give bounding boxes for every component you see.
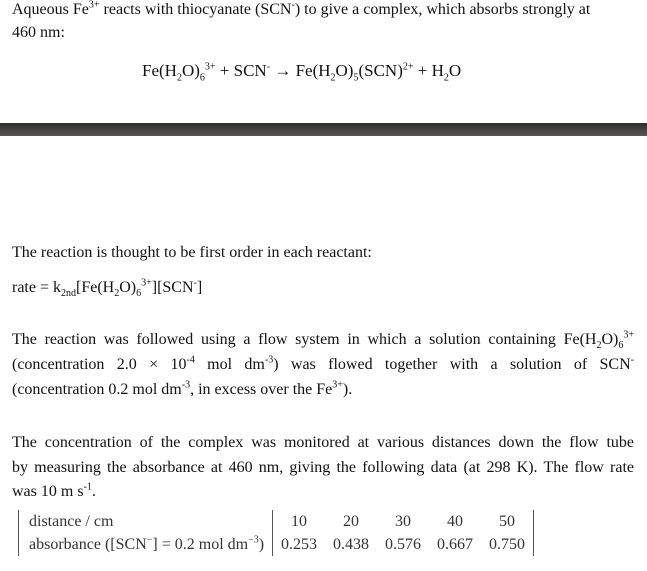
intro-line-1: Aqueous $Fe^{3+}$ reacts with thiocyanate (SCN-) to give a complex, which absorbs strongly at — [12, 0, 591, 18]
monitor-line-2: by measuring the absorbance at 460 nm, giving the following data (at 298 K). The flow rate — [12, 459, 634, 476]
absorbance-cell: 0.438 — [333, 536, 370, 553]
absorbance-cell: 0.576 — [385, 536, 422, 553]
distance-cell: 20 — [343, 513, 360, 530]
intro-line-2: 460 nm: — [12, 24, 65, 41]
rate-law: rate = $k_{2nd}[Fe(H_2O)_6^{3+}][SCN^-]$ — [12, 277, 203, 300]
flow-line-3: (concentration 0.2 mol $dm^{-3}$, in excess over the $Fe^{3+}$). — [12, 379, 353, 398]
absorbance-cell: 0.253 — [281, 536, 318, 553]
absorbance-cell: 0.667 — [437, 536, 474, 553]
absorbance-label: absorbance ([SCN−] = 0.2 mol $dm^{-3}$) — [19, 533, 273, 556]
table-row-absorbance — [19, 533, 534, 556]
distance-cell: 10 — [291, 513, 308, 530]
table-row-distance — [19, 510, 534, 533]
flow-line-2: (concentration $2.0 \times 10^{-4}$ mol $dm^{-3}$) was flowed together with a solution of SCN- — [12, 354, 635, 373]
distance-cell: 40 — [447, 513, 464, 530]
flow-line-1: The reaction was followed using a flow system in which a solution containing $Fe(H_2O)_6^{3+}$ — [12, 329, 634, 352]
absorbance-cell: 0.750 — [481, 533, 534, 556]
page-divider — [0, 123, 647, 136]
monitor-line-1: The concentration of the complex was monitored at various distances down the flow tube — [12, 434, 634, 451]
data-table — [18, 510, 534, 556]
distance-cell: 50 — [481, 510, 534, 533]
distance-label: distance / cm — [19, 510, 273, 533]
reaction-equation: $Fe(H_2O)_6^{3+} + SCN^- \to Fe(H_2O)_5(SCN)^{2+} + H_2O$ — [142, 61, 462, 84]
order-statement: The reaction is thought to be first order in each reactant: — [12, 244, 372, 261]
monitor-line-3: was 10 m $s^{-1}$. — [12, 481, 96, 500]
distance-cell: 30 — [395, 513, 412, 530]
